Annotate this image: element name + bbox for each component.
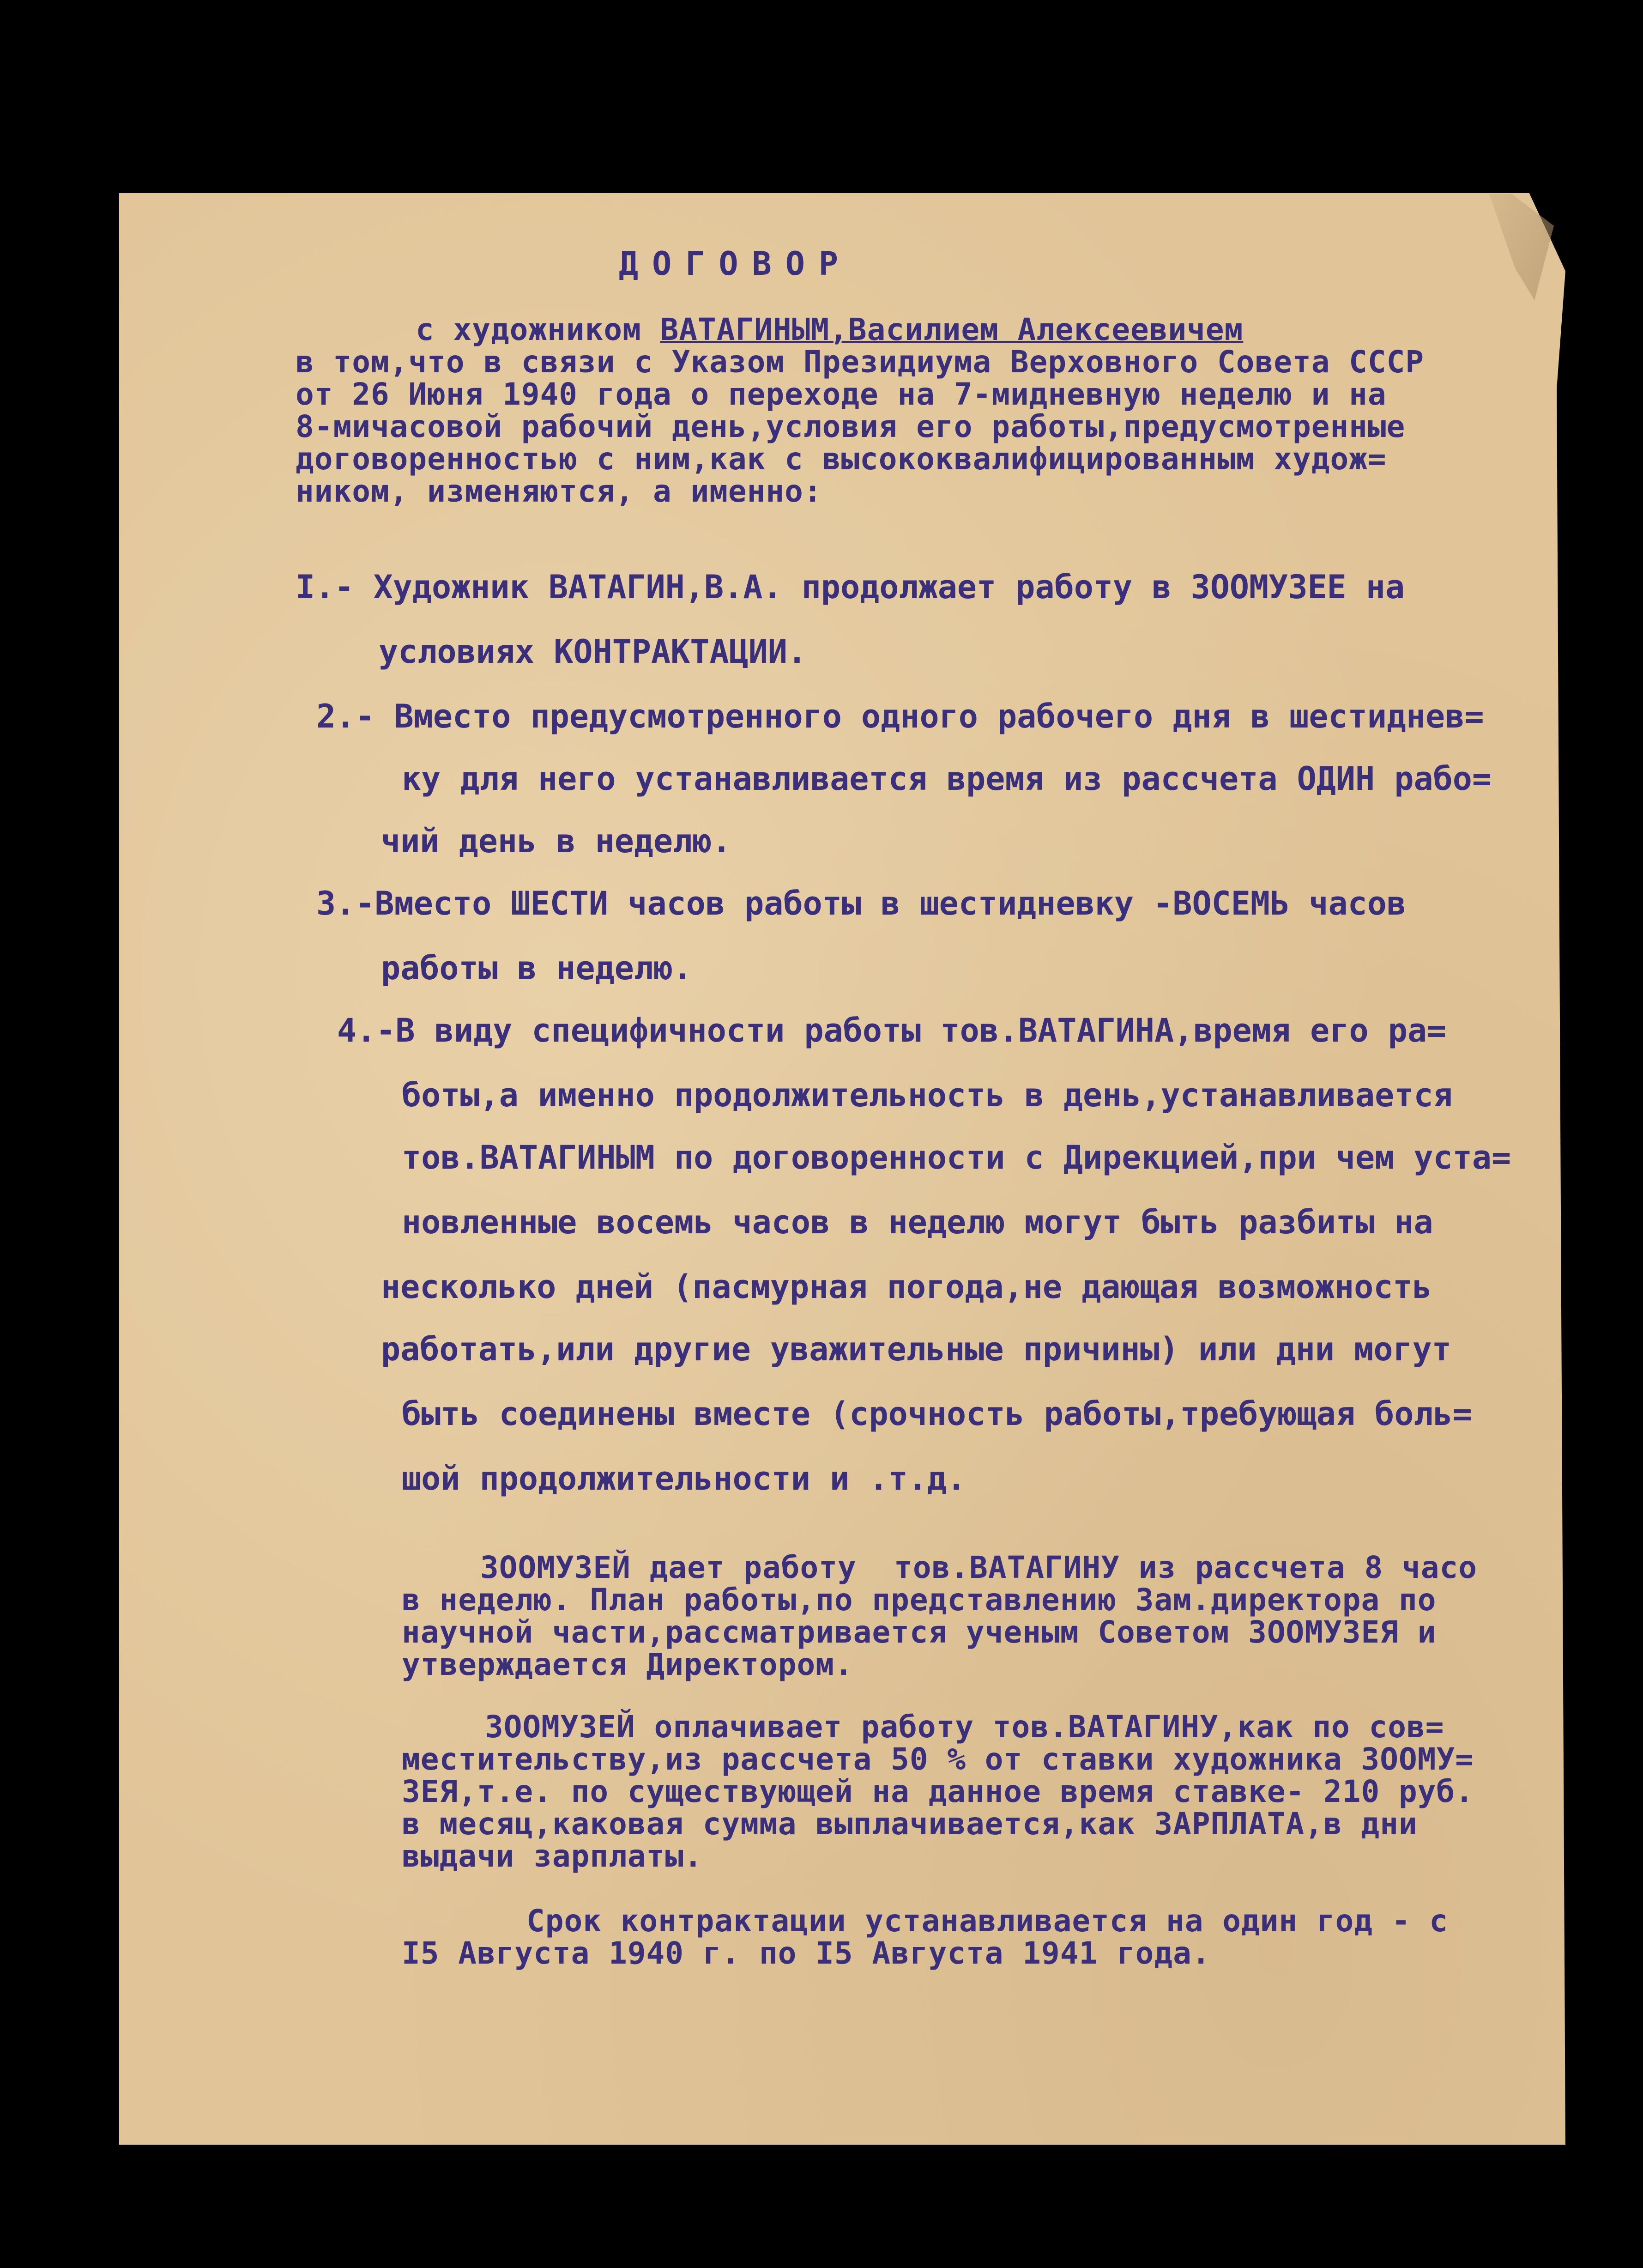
- intro-line-2: в том,что в связи с Указом Президиума Верховного Совета СССР: [296, 344, 1425, 380]
- closing-line-10: Срок контрактации устанавливается на один год - с: [526, 1903, 1449, 1939]
- closing-line-8: в месяц,каковая сумма выплачивается,как ЗАРПЛАТА,в дни: [402, 1806, 1418, 1842]
- closing-line-7: ЗЕЯ,т.е. по существующей на данное время ставке- 210 руб.: [402, 1774, 1474, 1809]
- closing-line-3: научной части,рассматривается ученым Советом ЗООМУЗЕЯ и: [402, 1614, 1437, 1650]
- intro-line-3: от 26 Июня 1940 года о переходе на 7-мидневную неделю и на: [296, 376, 1387, 412]
- item-3-line-1: 3.-Вместо ШЕСТИ часов работы в шестидневку -ВОСЕМЬ часов: [316, 885, 1407, 922]
- closing-line-6: местительству,из рассчета 50 % от ставки художника ЗООМУ=: [402, 1741, 1474, 1777]
- intro-line-1: [416, 312, 1243, 347]
- intro-line-6: ником, изменяются, а именно:: [296, 473, 822, 509]
- item-4-line-6: работать,или другие уважительные причины) или дни могут: [381, 1330, 1451, 1368]
- item-3-line-2: работы в неделю.: [381, 949, 693, 987]
- item-2-line-2: ку для него устанавливается время из рассчета ОДИН рабо=: [402, 760, 1492, 798]
- item-1-line-1: I.- Художник ВАТАГИН,В.А. продолжает работу в ЗООМУЗЕЕ на: [296, 568, 1405, 606]
- item-4-line-2: боты,а именно продолжительность в день,устанавливается: [402, 1076, 1453, 1114]
- intro-prefix: с художником: [416, 312, 660, 347]
- closing-line-5: ЗООМУЗЕЙ оплачивает работу тов.ВАТАГИНУ,как по сов=: [485, 1709, 1444, 1745]
- closing-line-11: I5 Августа 1940 г. по I5 Августа 1941 года.: [402, 1935, 1211, 1971]
- intro-line-5: договоренностью с ним,как с высококвалифицированным худож=: [296, 441, 1387, 477]
- closing-line-4: утверждается Директором.: [402, 1647, 853, 1682]
- item-4-line-8: шой продолжительности и .т.д.: [402, 1460, 966, 1498]
- item-2-line-3: чий день в неделю.: [381, 822, 731, 860]
- document-title: ДОГОВОР: [619, 245, 852, 283]
- intro-line-4: 8-мичасовой рабочий день,условия его работы,предусмотренные: [296, 409, 1406, 444]
- item-4-line-1: 4.-В виду специфичности работы тов.ВАТАГИНА,время его ра=: [337, 1012, 1447, 1049]
- item-4-line-7: быть соединены вместе (срочность работы,требующая боль=: [402, 1395, 1472, 1433]
- item-4-line-5: несколько дней (пасмурная погода,не дающая возможность: [381, 1268, 1432, 1306]
- artist-name: ВАТАГИНЫМ,Василием Алексеевичем: [660, 312, 1244, 347]
- closing-line-1: ЗООМУЗЕЙ дает работу тов.ВАТАГИНУ из рассчета 8 часо: [480, 1550, 1477, 1585]
- closing-line-2: в неделю. План работы,по представлению Зам.директора по: [402, 1582, 1437, 1618]
- closing-line-9: выдачи зарплаты.: [402, 1838, 703, 1874]
- item-2-line-1: 2.- Вместо предусмотренного одного рабочего дня в шестиднев=: [316, 697, 1484, 735]
- item-1-line-2: условиях КОНТРАКТАЦИИ.: [379, 633, 807, 671]
- item-4-line-3: тов.ВАТАГИНЫМ по договоренности с Дирекцией,при чем уста=: [402, 1139, 1511, 1176]
- item-4-line-4: новленные восемь часов в неделю могут быть разбиты на: [402, 1203, 1433, 1241]
